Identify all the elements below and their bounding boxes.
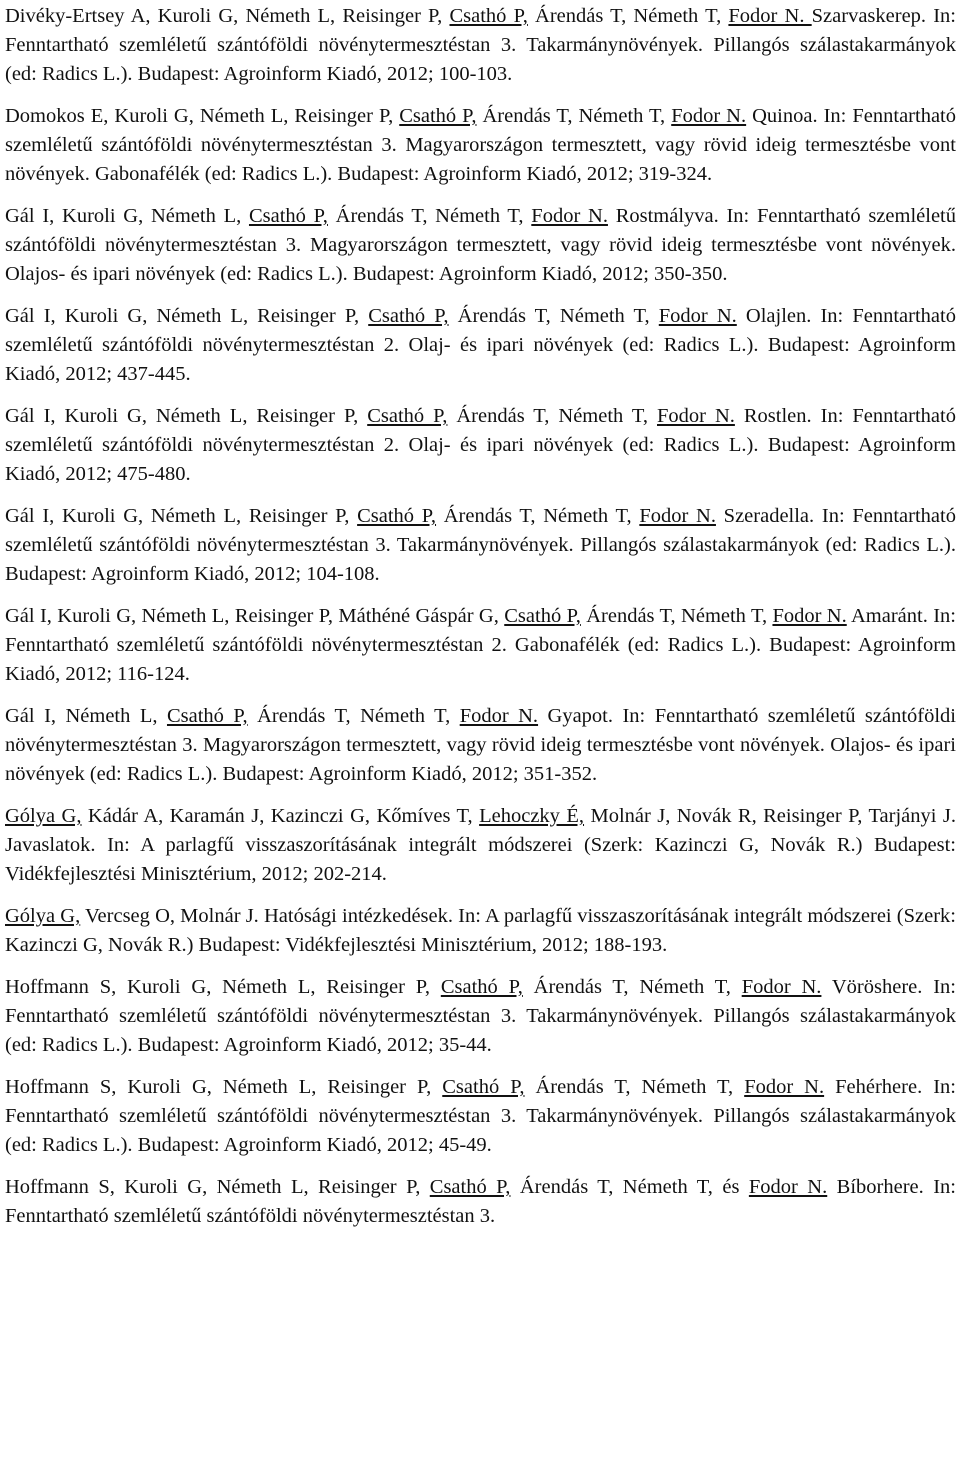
reference-text: Árendás T, Németh T, és [510, 1176, 749, 1198]
underlined-author: Fodor N. [658, 305, 737, 327]
underlined-author: Fodor N. [728, 5, 812, 27]
reference-text: Árendás T, Németh T, [448, 305, 659, 327]
reference-entry [5, 402, 956, 489]
reference-text: Gál I, Kuroli G, Németh L, [5, 205, 249, 227]
reference-entry [5, 702, 956, 789]
reference-text: Árendás T, Németh T, [447, 405, 657, 427]
reference-text: Gál I, Németh L, [5, 705, 167, 727]
underlined-author: Csathó P, [440, 976, 523, 998]
reference-text: Árendás T, Németh T, [436, 505, 640, 527]
reference-entry [5, 202, 956, 289]
underlined-author: Csathó P, [442, 1076, 525, 1098]
reference-text: Vöröshere. In: Fenntartható szemléletű szántóföldi növénytermesztéstan 3. Takarmánynövények. Pillangós szálastakarmányok (ed: Radics L.). Budapest: Agroinform Kiadó, 2012; 35-44. [5, 976, 956, 1056]
reference-text: Árendás T, Németh T, [527, 5, 729, 27]
underlined-author: Fodor N. [671, 105, 747, 127]
reference-entry [5, 302, 956, 389]
reference-entry [5, 602, 956, 689]
underlined-author: Csathó P, [357, 505, 437, 527]
reference-text: Hoffmann S, Kuroli G, Németh L, Reisinger P, [5, 1076, 443, 1098]
underlined-author: Fodor N. [748, 1176, 828, 1198]
reference-text: Gyapot. In: Fenntartható szemléletű szántóföldi növénytermesztéstan 3. Magyarországon termesztett, vagy rövid ideig termesztésbe vont növények. Olajos- és ipari növények (ed: Radics L.). Budapest: Agroinform Kiadó, 2012; 351-352. [5, 705, 956, 785]
underlined-author: Gólya G, [5, 905, 81, 927]
reference-text: Árendás T, Németh T, [476, 105, 672, 127]
reference-text: Bíborhere. In: Fenntartható szemléletű szántóföldi növénytermesztéstan 3. [5, 1176, 956, 1227]
reference-entry [5, 502, 956, 589]
reference-text: Hoffmann S, Kuroli G, Németh L, Reisinger P, [5, 976, 441, 998]
underlined-author: Csathó P, [429, 1176, 511, 1198]
reference-text: Árendás T, Németh T, [522, 976, 742, 998]
reference-entry [5, 1173, 956, 1231]
underlined-author: Csathó P, [248, 205, 328, 227]
reference-text: Árendás T, Németh T, [524, 1076, 745, 1098]
reference-text: Kádár A, Karamán J, Kazinczi G, Kőmíves T, [81, 805, 480, 827]
reference-text: Gál I, Kuroli G, Németh L, Reisinger P, [5, 405, 368, 427]
reference-text: Árendás T, Németh T, [580, 605, 773, 627]
reference-text: Hoffmann S, Kuroli G, Németh L, Reisinger P, [5, 1176, 430, 1198]
underlined-author: Fodor N. [459, 705, 539, 727]
underlined-author: Fodor N. [741, 976, 822, 998]
reference-text: Gál I, Kuroli G, Németh L, Reisinger P, [5, 505, 358, 527]
reference-text: Fehérhere. In: Fenntartható szemléletű szántóföldi növénytermesztéstan 3. Takarmánynövények. Pillangós szálastakarmányok (ed: Radics L.). Budapest: Agroinform Kiadó, 2012; 45-49. [5, 1076, 956, 1156]
reference-entry [5, 1073, 956, 1160]
reference-text: Molnár J, Novák R, Reisinger P, Tarjányi J. Javaslatok. In: A parlagfű visszaszorításának integrált módszerei (Szerk: Kazinczi G, Novák R.) Budapest: Vidékfejlesztési Minisztérium, 2012; 202-214. [5, 805, 957, 885]
underlined-author: Fodor N. [531, 205, 608, 227]
underlined-author: Csathó P, [166, 705, 248, 727]
underlined-author: Csathó P, [504, 605, 581, 627]
reference-text: Amaránt. In: Fenntartható szemléletű szántóföldi növénytermesztéstan 2. Gabonafélék (ed: Radics L.). Budapest: Agroinform Kiadó, 2012; 116-124. [5, 605, 956, 685]
reference-text: Szeradella. In: Fenntartható szemléletű szántóföldi növénytermesztéstan 3. Takarmánynövények. Pillangós szálastakarmányok (ed: Radics L.). Budapest: Agroinform Kiadó, 2012; 104-108. [5, 505, 956, 585]
reference-text: Gál I, Kuroli G, Németh L, Reisinger P, [5, 305, 369, 327]
reference-text: Árendás T, Németh T, [247, 705, 460, 727]
reference-text: Divéky-Ertsey A, Kuroli G, Németh L, Reisinger P, [5, 5, 450, 27]
underlined-author: Csathó P, [367, 405, 448, 427]
underlined-author: Lehoczky É, [479, 805, 585, 827]
reference-text: Olajlen. In: Fenntartható szemléletű szántóföldi növénytermesztéstan 2. Olaj- és ipari növények (ed: Radics L.). Budapest: Agroinform Kiadó, 2012; 437-445. [5, 305, 956, 385]
reference-text: Gál I, Kuroli G, Németh L, Reisinger P, Máthéné Gáspár G, [5, 605, 505, 627]
reference-text: Vercseg O, Molnár J. Hatósági intézkedések. In: A parlagfű visszaszorításának integrált módszerei (Szerk: Kazinczi G, Novák R.) Budapest: Vidékfejlesztési Minisztérium, 2012; 188-193. [5, 905, 956, 956]
underlined-author: Fodor N. [772, 605, 847, 627]
underlined-author: Fodor N. [639, 505, 716, 527]
underlined-author: Fodor N. [744, 1076, 825, 1098]
reference-text: Szarvaskerep. In: Fenntartható szemléletű szántóföldi növénytermesztéstan 3. Takarmánynövények. Pillangós szálastakarmányok (ed: Radics L.). Budapest: Agroinform Kiadó, 2012; 100-103. [5, 5, 956, 85]
reference-entry [5, 2, 956, 89]
underlined-author: Gólya G, [5, 805, 82, 827]
reference-text: Quinoa. In: Fenntartható szemléletű szántóföldi növénytermesztéstan 3. Magyarországon termesztett, vagy rövid ideig termesztésbe vont növények. Gabonafélék (ed: Radics L.). Budapest: Agroinform Kiadó, 2012; 319-324. [5, 105, 956, 185]
reference-entry [5, 902, 956, 960]
underlined-author: Fodor N. [657, 405, 735, 427]
reference-entry [5, 973, 956, 1060]
reference-text: Árendás T, Németh T, [327, 205, 532, 227]
reference-entry [5, 802, 956, 889]
underlined-author: Csathó P, [368, 305, 449, 327]
reference-text: Rostlen. In: Fenntartható szemléletű szántóföldi növénytermesztéstan 2. Olaj- és ipari növények (ed: Radics L.). Budapest: Agroinform Kiadó, 2012; 475-480. [5, 405, 956, 485]
reference-text: Domokos E, Kuroli G, Németh L, Reisinger P, [5, 105, 400, 127]
reference-text: Rostmályva. In: Fenntartható szemléletű szántóföldi növénytermesztéstan 3. Magyarországon termesztett, vagy rövid ideig termesztésbe vont növények. Olajos- és ipari növények (ed: Radics L.). Budapest: Agroinform Kiadó, 2012; 350-350. [5, 205, 956, 285]
underlined-author: Csathó P, [449, 5, 528, 27]
reference-entry [5, 102, 956, 189]
underlined-author: Csathó P, [399, 105, 477, 127]
reference-list [5, 2, 956, 1244]
